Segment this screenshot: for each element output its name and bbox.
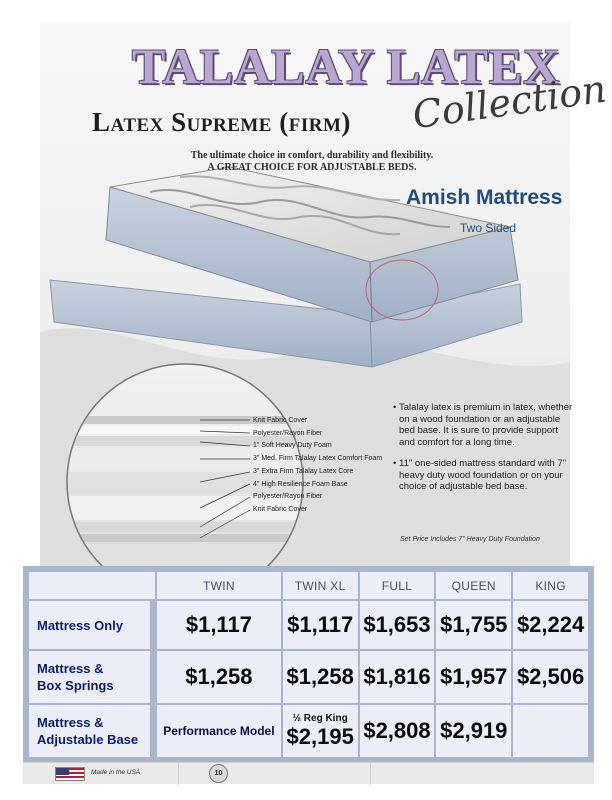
layer-label: Polyester/Rayon Fiber xyxy=(253,493,323,501)
row-label-mattress-only xyxy=(29,601,155,649)
layer-label: 3" Med. Firm Talalay Latex Comfort Foam xyxy=(253,455,383,463)
price-cell-twin-xl-adjustable xyxy=(283,705,358,757)
price-cell: $1,957 xyxy=(436,651,511,703)
tagline-line-2: A GREAT CHOICE FOR ADJUSTABLE BEDS. xyxy=(207,162,417,173)
column-header-queen: QUEEN xyxy=(436,572,511,599)
model-title: Latex Supreme (firm) xyxy=(92,107,351,137)
layer-label: 3" Extra Firm Talalay Latex Core xyxy=(253,467,354,475)
price-cell: $1,653 xyxy=(360,601,435,649)
amish-mattress-label: Amish Mattress xyxy=(406,186,563,209)
price-table-header-row xyxy=(29,572,588,599)
price-table-frame xyxy=(23,566,594,762)
price-table-corner xyxy=(29,572,155,599)
row-label-line: Mattress & xyxy=(37,715,104,730)
row-label-mattress-adjustable-base xyxy=(29,705,155,757)
layer-label: 1" Soft Heavy Duty Foam xyxy=(253,442,332,450)
price-cell: $2,919 xyxy=(436,705,511,757)
footer-strip xyxy=(23,762,594,784)
table-row xyxy=(29,651,588,703)
table-row xyxy=(29,601,588,649)
column-header-full: FULL xyxy=(360,572,435,599)
tagline xyxy=(152,150,472,174)
price-value: $2,195 xyxy=(286,723,354,749)
feature-bullet: • Talalay latex is premium in latex, whether on a wood foundation or an adjustable bed base. It is sure to provide support and comfort for a long time. xyxy=(393,402,573,448)
row-label-line: Mattress & xyxy=(37,661,104,676)
layer-label: Knit Fabric Cover xyxy=(253,505,308,513)
product-poster xyxy=(40,22,609,567)
price-cell: $1,258 xyxy=(157,651,281,703)
layer-label: Polyester/Rayon Fiber xyxy=(253,429,323,437)
half-reg-king-note: ½ Reg King xyxy=(292,712,348,724)
row-label-line: Adjustable Base xyxy=(37,732,139,747)
column-header-twin: TWIN xyxy=(157,572,281,599)
price-note: Set Price Includes 7" Heavy Duty Foundation xyxy=(400,536,540,543)
brand-script: Collection xyxy=(409,66,609,138)
performance-model-cell: Performance Model xyxy=(157,705,281,757)
price-cell: $1,117 xyxy=(157,601,281,649)
layer-label: 4" High Resilience Foam Base xyxy=(253,480,348,488)
price-cell: $2,506 xyxy=(513,651,588,703)
row-label-mattress-box-springs xyxy=(29,651,155,703)
row-label-line: Box Springs xyxy=(37,678,114,693)
layer-label-list xyxy=(253,415,382,517)
price-cell: $2,808 xyxy=(360,705,435,757)
row-label-line: Mattress Only xyxy=(37,617,123,633)
footer-divider xyxy=(370,763,371,785)
price-cell: $1,117 xyxy=(283,601,358,649)
brand-title: TALALAY LATEX xyxy=(132,38,561,94)
tagline-line-1: The ultimate choice in comfort, durability and flexibility. xyxy=(190,150,434,161)
two-sided-label: Two Sided xyxy=(460,221,517,235)
table-row xyxy=(29,705,588,757)
feature-bullet: • 11" one-sided mattress standard with 7" heavy duty wood foundation or on your choice of adjustable bed base. xyxy=(393,458,573,493)
footer-divider xyxy=(178,763,179,785)
price-cell-empty xyxy=(513,705,588,757)
price-cell: $1,816 xyxy=(360,651,435,703)
feature-bullets xyxy=(393,402,573,503)
price-table xyxy=(27,570,590,759)
price-cell: $1,258 xyxy=(283,651,358,703)
column-header-king: KING xyxy=(513,572,588,599)
price-cell: $2,224 xyxy=(513,601,588,649)
us-flag-icon xyxy=(55,767,85,781)
warranty-badge-icon: 10 xyxy=(209,764,228,783)
made-in-usa-label: Made in the USA xyxy=(91,769,141,776)
layer-label: Knit Fabric Cover xyxy=(253,417,308,424)
price-cell: $1,755 xyxy=(436,601,511,649)
column-header-twin-xl: TWIN XL xyxy=(283,572,358,599)
